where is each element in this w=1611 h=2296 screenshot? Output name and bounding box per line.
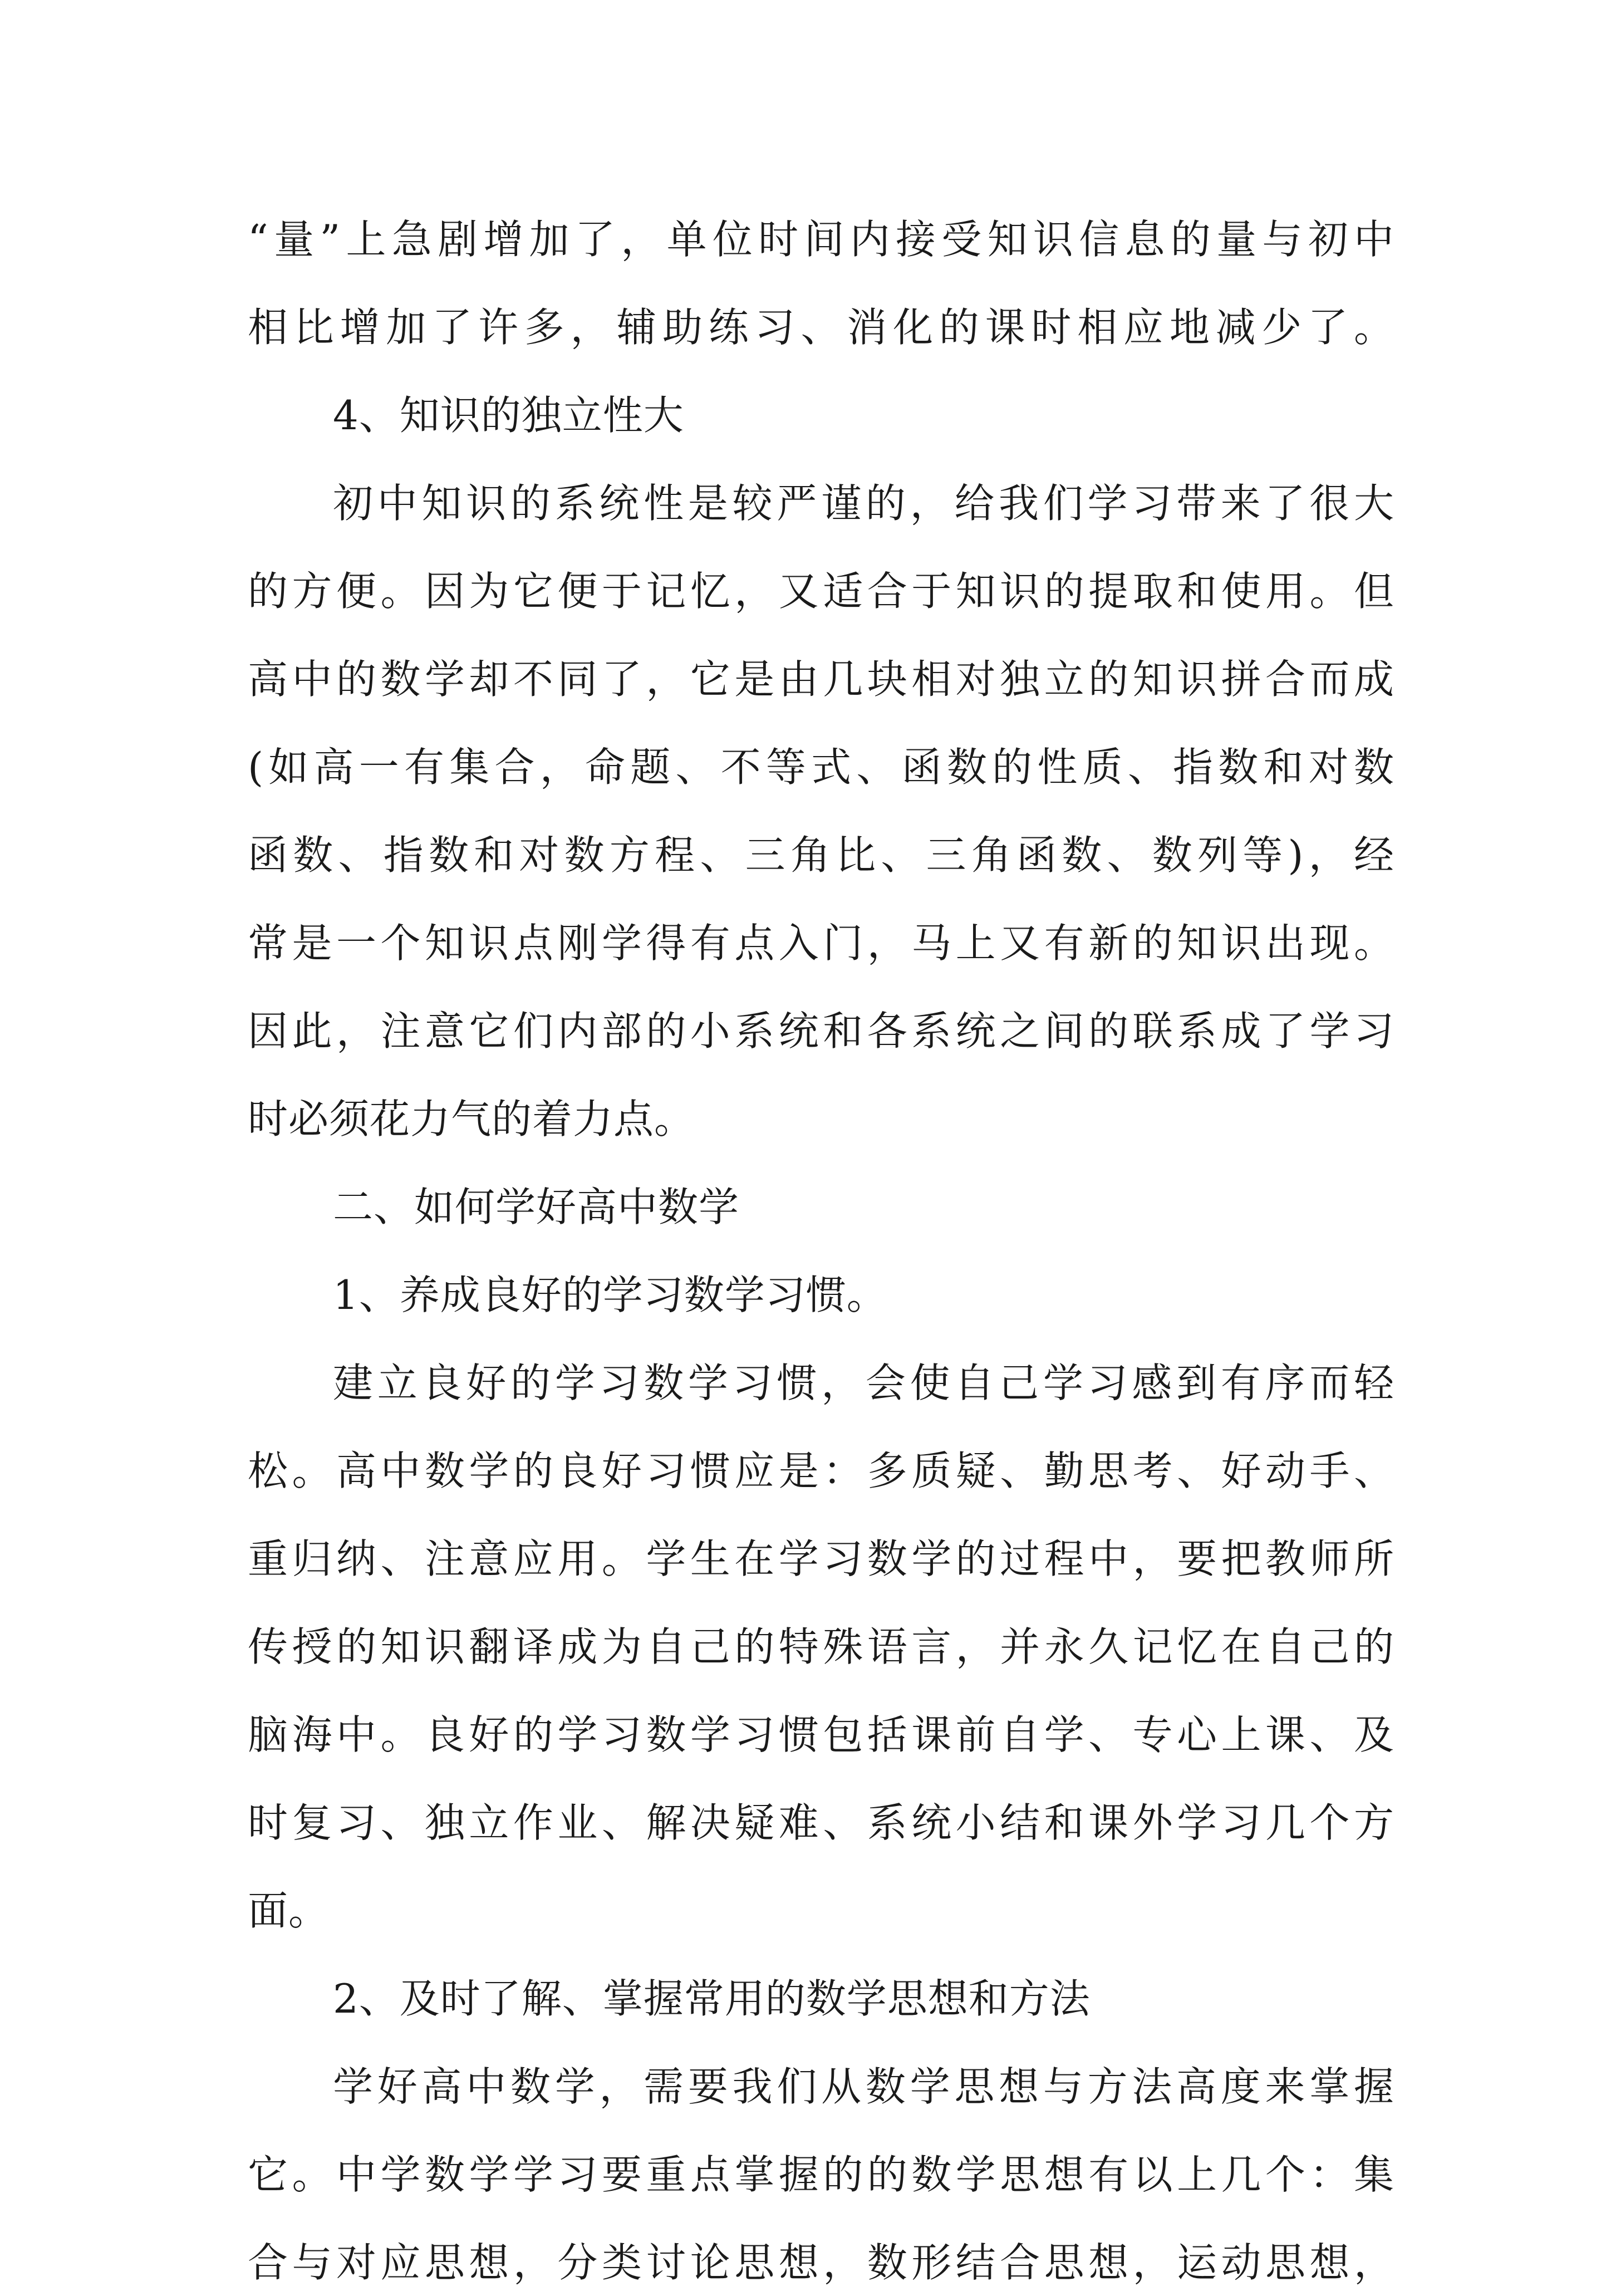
text-line: 它。中学数学学习要重点掌握的的数学思想有以上几个：集: [248, 2151, 1394, 2198]
text-line: 因此，注意它们内部的小系统和各系统之间的联系成了学习: [248, 1008, 1394, 1054]
text-line: 相比增加了许多，辅助练习、消化的课时相应地减少了。: [248, 304, 1394, 351]
text-line: 重归纳、注意应用。学生在学习数学的过程中，要把教师所: [248, 1535, 1394, 1582]
section-heading: 2、及时了解、掌握常用的数学思想和方法: [333, 1975, 1091, 2022]
text-line: 面。: [248, 1887, 330, 1934]
text-line: (如高一有集合，命题、不等式、函数的性质、指数和对数: [248, 744, 1394, 791]
text-line: “量”上急剧增加了，单位时间内接受知识信息的量与初中: [248, 216, 1394, 263]
text-line: 的方便。因为它便于记忆，又适合于知识的提取和使用。但: [248, 568, 1394, 615]
text-line: 合与对应思想，分类讨论思想，数形结合思想，运动思想，: [248, 2239, 1394, 2286]
text-line: 传授的知识翻译成为自己的特殊语言，并永久记忆在自己的: [248, 1623, 1394, 1670]
text-line: 学好高中数学，需要我们从数学思想与方法高度来掌握: [333, 2063, 1394, 2110]
text-line: 常是一个知识点刚学得有点入门，马上又有新的知识出现。: [248, 920, 1394, 967]
text-line: 函数、指数和对数方程、三角比、三角函数、数列等)，经: [248, 832, 1394, 879]
section-heading: 4、知识的独立性大: [333, 392, 684, 439]
text-line: 时复习、独立作业、解决疑难、系统小结和课外学习几个方: [248, 1799, 1394, 1846]
section-heading: 二、如何学好高中数学: [333, 1184, 740, 1230]
text-line: 时必须花力气的着力点。: [248, 1096, 695, 1142]
text-line: 脑海中。良好的学习数学习惯包括课前自学、专心上课、及: [248, 1711, 1394, 1758]
text-line: 松。高中数学的良好习惯应是：多质疑、勤思考、好动手、: [248, 1448, 1394, 1494]
section-heading: 1、养成良好的学习数学习惯。: [333, 1272, 887, 1318]
text-line: 高中的数学却不同了，它是由几块相对独立的知识拼合而成: [248, 656, 1394, 703]
text-line: 建立良好的学习数学习惯，会使自己学习感到有序而轻: [333, 1360, 1394, 1406]
text-line: 初中知识的系统性是较严谨的，给我们学习带来了很大: [333, 480, 1394, 527]
